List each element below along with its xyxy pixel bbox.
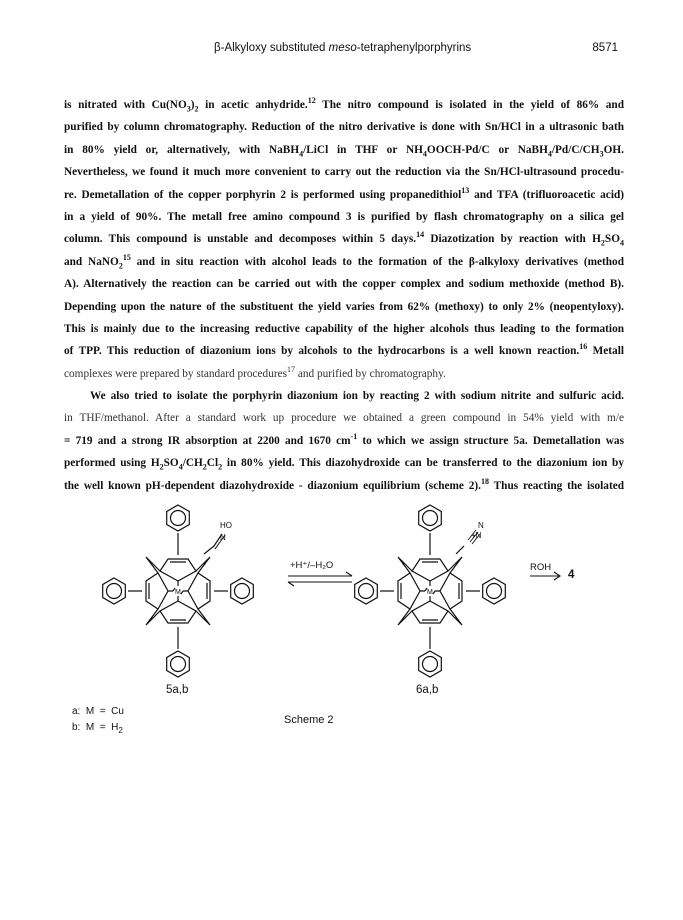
metal-label-right: M (427, 589, 433, 596)
reaction-scheme-drawing (60, 476, 620, 726)
text-line: Depending upon the nature of the substituent the yield varies from 62% (methoxy) to only 2% (neopentyloxy). (64, 300, 624, 313)
metal-label-left: M (175, 589, 181, 596)
compound-label-6ab: 6a,b (416, 684, 439, 696)
n-label-right: N (478, 521, 484, 530)
text-line: = 719 and a strong IR absorption at 2200 and 1670 $cm^{-1}$ to which we assign structure 5a. Demetallation was (64, 432, 624, 447)
text-line: in THF/methanol. After a standard work up procedure we obtained a green compound in 54% yield with m/e (64, 412, 624, 425)
text-line: This is mainly due to the increasing reductive capability of the higher alcohols thus leading to the formation (64, 322, 624, 335)
text-line: performed using $H_2SO_4/CH_2Cl_2$ in 80% yield. This diazohydroxide can be transferred to the diazonium ion by (64, 457, 624, 472)
running-title: β-Alkyloxy substituted meso-tetraphenylporphyrins (214, 42, 472, 54)
running-header (64, 42, 618, 60)
text-line: in a yield of 90%. The metall free amino compound 3 is purified by flash chromatography on a silica gel (64, 210, 625, 223)
text-line: of TPP. This reduction of diazonium ions by alcohols to the hydrocarbons is a well known reaction.$^{16}$ Metall (64, 342, 624, 358)
scheme-title: Scheme 2 (284, 714, 334, 726)
text-line: in 80% yield or, alternatively, with NaBH$_4$/LiCl in THF or $NH_4OOCH-Pd/C$ or $NaBH_4/Pd/C/CH_3OH$. (64, 143, 624, 159)
text-line: Nevertheless, we found it much more convenient to carry out the reduction via the Sn/HCl-ultrasound procedu- (64, 166, 624, 179)
text-line: re. Demetallation of the copper porphyrin 2 is performed using propanedithiol$^{13}$ and TFA (trifluoroacetic acid) (64, 185, 625, 201)
compound-label-5ab: 5a,b (166, 684, 189, 696)
legend-a: a: M = Cu (72, 706, 124, 717)
n-plus-label: +N (471, 531, 482, 540)
text-line: is nitrated with $Cu(NO_3)_2$ in acetic anhydride.$^{12}$ The nitro compound is isolated in the yield of 86% and (64, 96, 625, 114)
text-line: purified by column chromatography. Reduction of the nitro derivative is done with Sn/HCl in a ultrasonic bath (64, 121, 624, 134)
body-text (64, 94, 624, 497)
n-label: N (220, 533, 226, 542)
text-line: We also tried to isolate the porphyrin diazonium ion by reacting 2 with sodium nitrite and sulfuric acid. (90, 390, 624, 403)
text-line: complexes were prepared by standard procedures$^{17}$ and purified by chromatography. (64, 364, 446, 380)
text-line: column. This compound is unstable and decomposes within 5 days.$^{14}$ Diazotization by reaction with $H_2SO_4$ (64, 230, 624, 248)
scheme-2 (60, 476, 620, 735)
page-number: 8571 (592, 42, 618, 54)
equilibrium-arrows (288, 572, 352, 586)
ho-label: HO (220, 521, 232, 530)
equilibrium-arrow-label: +H⁺/–H₂O (290, 560, 334, 571)
text-line: A). Alternatively the reaction can be carried out with the copper complex and sodium methoxide (method B). (64, 278, 624, 291)
product-label: 4 (568, 569, 575, 581)
text-line: and NaNO$_2^{15}$ and in situ reaction with alcohol leads to the formation of the β-alkyloxy derivatives (method (64, 252, 624, 270)
reagent-label: ROH (530, 562, 552, 573)
reaction-arrow-to-4 (530, 572, 560, 580)
text-line: the well known pH-dependent diazohydroxide - diazonium equilibrium (scheme 2).$^{18}$ Thus reacting the isolated (64, 476, 625, 492)
legend-b: b: $M = H_2$ (72, 722, 123, 735)
